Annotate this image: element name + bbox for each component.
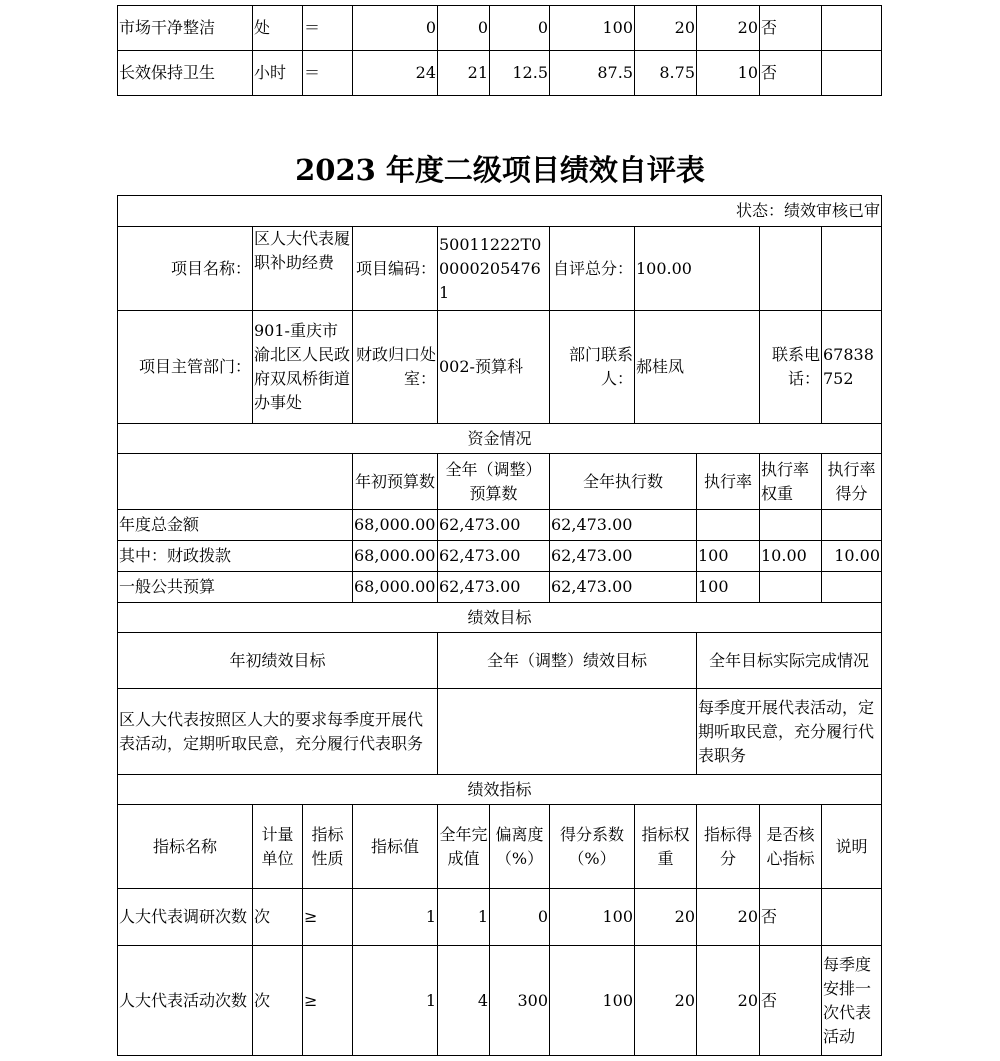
indicator-weight: 20 bbox=[635, 946, 697, 1056]
table-row bbox=[118, 603, 882, 633]
project-name-value: 区人大代表履职补助经费 bbox=[253, 227, 353, 311]
indicator-weight: 20 bbox=[635, 889, 697, 946]
funds-score bbox=[822, 572, 882, 603]
funds-score: 10.00 bbox=[822, 541, 882, 572]
indicator-core: 否 bbox=[760, 51, 822, 96]
indicator-target: 0 bbox=[353, 6, 438, 51]
indicator-name: 人大代表活动次数 bbox=[118, 946, 253, 1056]
funds-header-weight: 执行率权重 bbox=[760, 454, 822, 510]
indicator-note: 每季度安排一次代表活动 bbox=[822, 946, 882, 1056]
indicator-score: 20 bbox=[697, 6, 760, 51]
indicator-actual: 21 bbox=[438, 51, 490, 96]
indicator-header-weight: 指标权重 bbox=[635, 805, 697, 889]
funds-executed: 62,473.00 bbox=[550, 541, 697, 572]
indicator-core: 否 bbox=[760, 889, 822, 946]
indicator-deviation: 12.5 bbox=[490, 51, 550, 96]
indicator-core: 否 bbox=[760, 6, 822, 51]
dept-value: 901-重庆市渝北区人民政府双凤桥街道办事处 bbox=[253, 311, 353, 424]
goals-initial-text: 区人大代表按照区人大的要求每季度开展代表活动，定期听取民意，充分履行代表职务 bbox=[118, 689, 438, 775]
funds-header-initial: 年初预算数 bbox=[353, 454, 438, 510]
goals-section-header: 绩效目标 bbox=[118, 603, 882, 633]
indicator-score: 10 bbox=[697, 51, 760, 96]
phone-value: 67838752 bbox=[822, 311, 882, 424]
funds-initial: 68,000.00 bbox=[353, 572, 438, 603]
indicator-header-nature: 指标性质 bbox=[303, 805, 353, 889]
funds-row-label: 年度总金额 bbox=[118, 510, 353, 541]
funds-rate bbox=[697, 510, 760, 541]
indicator-name: 长效保持卫生 bbox=[118, 51, 253, 96]
funds-rate: 100 bbox=[697, 572, 760, 603]
funds-rate: 100 bbox=[697, 541, 760, 572]
funds-initial: 68,000.00 bbox=[353, 510, 438, 541]
indicator-coef: 87.5 bbox=[550, 51, 635, 96]
indicator-nature: ≥ bbox=[303, 889, 353, 946]
dept-label: 项目主管部门： bbox=[118, 311, 253, 424]
indicators-section-header: 绩效指标 bbox=[118, 775, 882, 805]
indicator-note bbox=[822, 51, 882, 96]
funds-weight bbox=[760, 510, 822, 541]
funds-adjusted: 62,473.00 bbox=[438, 572, 550, 603]
indicator-header-coef: 得分系数（%） bbox=[550, 805, 635, 889]
indicator-unit: 处 bbox=[253, 6, 303, 51]
top-indicator-table bbox=[117, 5, 882, 96]
contact-value: 郝桂凤 bbox=[635, 311, 760, 424]
table-row bbox=[118, 541, 882, 572]
indicator-actual: 0 bbox=[438, 6, 490, 51]
indicator-deviation: 300 bbox=[490, 946, 550, 1056]
indicator-coef: 100 bbox=[550, 946, 635, 1056]
indicator-weight: 20 bbox=[635, 6, 697, 51]
indicator-coef: 100 bbox=[550, 6, 635, 51]
table-row bbox=[118, 227, 882, 311]
table-row bbox=[118, 572, 882, 603]
indicator-actual: 4 bbox=[438, 946, 490, 1056]
project-code-label: 项目编码： bbox=[353, 227, 438, 311]
funds-row-label: 一般公共预算 bbox=[118, 572, 353, 603]
indicator-header-name: 指标名称 bbox=[118, 805, 253, 889]
funds-header-adjusted: 全年（调整）预算数 bbox=[438, 454, 550, 510]
indicator-header-core: 是否核心指标 bbox=[760, 805, 822, 889]
contact-label: 部门联系人： bbox=[550, 311, 635, 424]
table-row bbox=[118, 946, 882, 1056]
project-name-label: 项目名称： bbox=[118, 227, 253, 311]
goals-actual-text: 每季度开展代表活动，定期听取民意，充分履行代表职务 bbox=[697, 689, 882, 775]
indicator-deviation: 0 bbox=[490, 889, 550, 946]
table-row bbox=[118, 196, 882, 227]
indicator-nature: ＝ bbox=[303, 6, 353, 51]
indicator-name: 人大代表调研次数 bbox=[118, 889, 253, 946]
indicator-actual: 1 bbox=[438, 889, 490, 946]
indicator-name: 市场干净整洁 bbox=[118, 6, 253, 51]
indicator-unit: 次 bbox=[253, 889, 303, 946]
self-score-value: 100.00 bbox=[635, 227, 760, 311]
table-row bbox=[118, 805, 882, 889]
indicator-header-actual: 全年完成值 bbox=[438, 805, 490, 889]
indicator-header-unit: 计量单位 bbox=[253, 805, 303, 889]
table-row bbox=[118, 6, 882, 51]
funds-row-label: 其中：财政拨款 bbox=[118, 541, 353, 572]
self-score-label: 自评总分： bbox=[550, 227, 635, 311]
indicator-weight: 8.75 bbox=[635, 51, 697, 96]
funds-adjusted: 62,473.00 bbox=[438, 541, 550, 572]
table-row bbox=[118, 510, 882, 541]
funds-header-rate: 执行率 bbox=[697, 454, 760, 510]
table-row bbox=[118, 633, 882, 689]
indicator-header-note: 说明 bbox=[822, 805, 882, 889]
table-row bbox=[118, 51, 882, 96]
goals-adjusted-header: 全年（调整）绩效目标 bbox=[438, 633, 697, 689]
indicator-note bbox=[822, 889, 882, 946]
goals-actual-header: 全年目标实际完成情况 bbox=[697, 633, 882, 689]
funds-weight bbox=[760, 572, 822, 603]
indicator-score: 20 bbox=[697, 946, 760, 1056]
table-row bbox=[118, 454, 882, 510]
goals-initial-header: 年初绩效目标 bbox=[118, 633, 438, 689]
indicator-target: 1 bbox=[353, 889, 438, 946]
indicator-note bbox=[822, 6, 882, 51]
table-row bbox=[118, 424, 882, 454]
indicator-deviation: 0 bbox=[490, 6, 550, 51]
evaluation-table bbox=[117, 195, 882, 1056]
funds-executed: 62,473.00 bbox=[550, 572, 697, 603]
indicator-target: 1 bbox=[353, 946, 438, 1056]
table-row bbox=[118, 775, 882, 805]
status-label: 状态：绩效审核已审 bbox=[118, 196, 882, 227]
indicator-coef: 100 bbox=[550, 889, 635, 946]
indicator-header-deviation: 偏离度（%） bbox=[490, 805, 550, 889]
indicator-target: 24 bbox=[353, 51, 438, 96]
funds-score bbox=[822, 510, 882, 541]
funds-executed: 62,473.00 bbox=[550, 510, 697, 541]
indicator-unit: 次 bbox=[253, 946, 303, 1056]
indicator-core: 否 bbox=[760, 946, 822, 1056]
finance-office-value: 002-预算科 bbox=[438, 311, 550, 424]
table-row bbox=[118, 689, 882, 775]
indicator-score: 20 bbox=[697, 889, 760, 946]
funds-initial: 68,000.00 bbox=[353, 541, 438, 572]
funds-adjusted: 62,473.00 bbox=[438, 510, 550, 541]
indicator-nature: ＝ bbox=[303, 51, 353, 96]
funds-header-score: 执行率得分 bbox=[822, 454, 882, 510]
page-title: 2023 年度二级项目绩效自评表 bbox=[295, 153, 705, 187]
indicator-unit: 小时 bbox=[253, 51, 303, 96]
table-row bbox=[118, 311, 882, 424]
funds-weight: 10.00 bbox=[760, 541, 822, 572]
indicator-header-score: 指标得分 bbox=[697, 805, 760, 889]
phone-label: 联系电话： bbox=[760, 311, 822, 424]
finance-office-label: 财政归口处室： bbox=[353, 311, 438, 424]
indicator-nature: ≥ bbox=[303, 946, 353, 1056]
goals-adjusted-text bbox=[438, 689, 697, 775]
indicator-header-target: 指标值 bbox=[353, 805, 438, 889]
funds-section-header: 资金情况 bbox=[118, 424, 882, 454]
project-code-value: 50011222T000002054761 bbox=[438, 227, 550, 311]
funds-header-executed: 全年执行数 bbox=[550, 454, 697, 510]
table-row bbox=[118, 889, 882, 946]
